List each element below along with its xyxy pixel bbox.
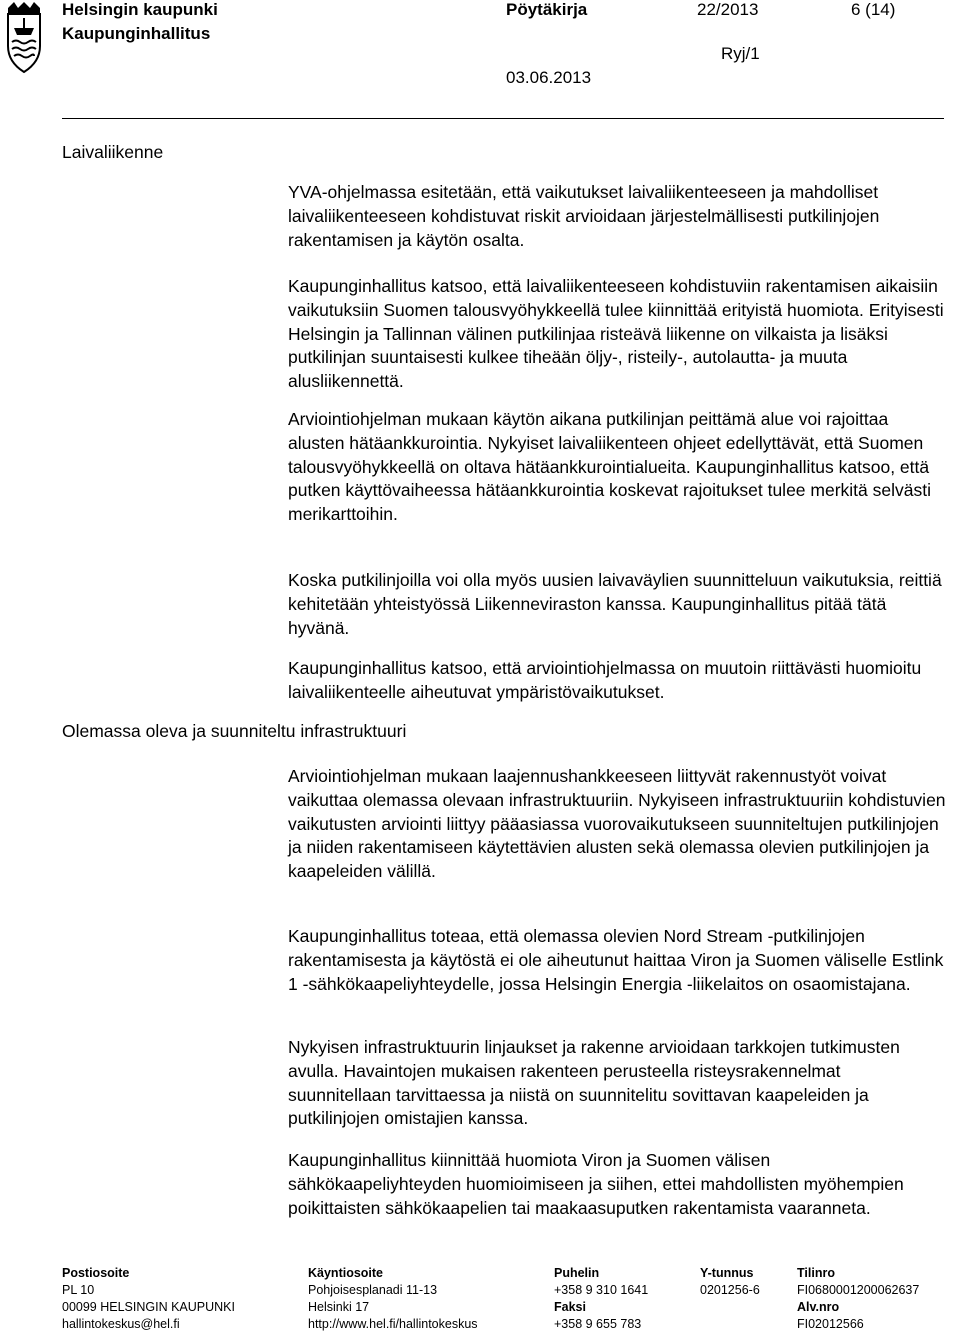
footer-email: hallintokeskus@hel.fi [62,1317,180,1331]
paragraph: YVA-ohjelmassa esitetään, että vaikutukset laivaliikenteeseen ja mahdolliset laivaliikenteeseen kohdistuvat riskit arvioidaan järjestelmällisesti putkilinjojen rakentamisen ja käytön osalta. [288,182,880,250]
footer-visit-line: Helsinki 17 [308,1300,370,1314]
footer-phone-label: Puhelin [554,1266,600,1280]
paragraph: Nykyisen infrastruktuurin linjaukset ja rakenne arvioidaan tarkkojen tutkimusten avulla. Havaintojen mukaisen rakenteen perusteella risteysrakennelmat suunnitellaan tarvittaessa ja niistä on suunnitelitu sovittavan kaapeleiden ja putkilinjojen omistajien kanssa. [288,1037,900,1129]
helsinki-crest-icon [2,0,46,74]
footer-vat-label: Alv.nro [797,1300,840,1314]
footer-fax: +358 9 655 783 [554,1317,642,1331]
paragraph: Koska putkilinjoilla voi olla myös uusien laivaväylien suunnitteluun vaikutuksia, reittiä kehitetään yhteistyössä Liikenneviraston kanssa. Kaupunginhallitus pitää tätä hyvänä. [288,570,942,638]
footer-account-number: FI0680001200062637 [797,1283,920,1297]
section-heading-laivaliikenne: Laivaliikenne [62,142,164,162]
paragraph: Kaupunginhallitus katsoo, että laivaliikenteeseen kohdistuviin rakentamisen aikaisiin vaikutuksiin Suomen talousvyöhykkeellä tulee kiinnittää erityistä huomiota. Erityisesti Helsingin ja Tallinnan välinen putkilinjaa risteävä liikenne on vilkaista ja lisäksi putkilinjan suuntaisesti kulkee tiheään öljy-, risteily-, autolautta- ja muuta alusliikennettä. [288,276,944,392]
paragraph: Kaupunginhallitus kiinnittää huomiota Viron ja Suomen välisen sähkökaapeliyhteyden huomioimiseen ja siihen, ettei mahdollisten myöhempien poikittaisten sähkökaapelien tai maakaasuputken rakentamista vaaranneta. [288,1150,904,1218]
organization-name: Helsingin kaupunki [62,0,218,19]
footer-postal-label: Postiosoite [62,1266,130,1280]
footer-postal-line: 00099 HELSINGIN KAUPUNKI [62,1300,235,1314]
footer-website: http://www.hel.fi/hallintokeskus [308,1317,478,1331]
footer-visit-line: Pohjoisesplanadi 11-13 [308,1283,438,1297]
footer-phone: +358 9 310 1641 [554,1283,649,1297]
meeting-date: 03.06.2013 [506,68,592,87]
footer-vat-number: FI02012566 [797,1317,864,1331]
footer-visit-label: Käyntiosoite [308,1266,384,1280]
section-heading-infrastructure: Olemassa oleva ja suunniteltu infrastruktuuri [62,721,407,741]
footer-business-id-label: Y-tunnus [700,1266,754,1280]
body-name: Kaupunginhallitus [62,24,211,43]
footer-postal-line: PL 10 [62,1283,95,1297]
page-number: 6 (14) [851,0,896,19]
paragraph: Kaupunginhallitus toteaa, että olemassa olevien Nord Stream -putkilinjojen rakentamisesta ja käytöstä ei ole aiheutunut haittaa Viron ja Suomen väliselle Estlink 1 -sähkökaapeliyhteydelle, jossa Helsingin Energia -liikelaitos on osaomistajana. [288,926,944,994]
section-code: Ryj/1 [721,44,760,63]
document-number: 22/2013 [697,0,759,19]
footer-account-label: Tilinro [797,1266,835,1280]
footer-business-id: 0201256-6 [700,1283,760,1297]
document-type: Pöytäkirja [506,0,588,19]
paragraph: Arviointiohjelman mukaan laajennushankkeeseen liittyvät rakennustyöt voivat vaikuttaa olemassa olevaan infrastruktuuriin. Nykyiseen infrastruktuuriin kohdistuvien vaikutusten arviointi liittyy pääasiassa vuorovaikutukseen suunniteltujen putkilinjojen ja niiden rakentamiseen käytettävien alusten sekä olemassa olevien putkilinjojen ja kaapeleiden välillä. [288,766,946,882]
header-divider [62,118,944,119]
paragraph: Kaupunginhallitus katsoo, että arviointiohjelmassa on muutoin riittävästi huomioitu laivaliikenteelle aiheutuvat ympäristövaikutukset. [288,658,922,702]
paragraph: Arviointiohjelman mukaan käytön aikana putkilinjan peittämä alue voi rajoittaa alusten hätäankkurointia. Nykyiset laivaliikenteen ohjeet edellyttävät, että Suomen talousvyöhykkeellä on oltava hätäankkurointialueita. Kaupunginhallitus katsoo, että putken käyttövaiheessa hätäankkurointia koskevat rajoitukset tulee merkitä selvästi merikarttoihin. [288,409,931,525]
footer-fax-label: Faksi [554,1300,586,1314]
